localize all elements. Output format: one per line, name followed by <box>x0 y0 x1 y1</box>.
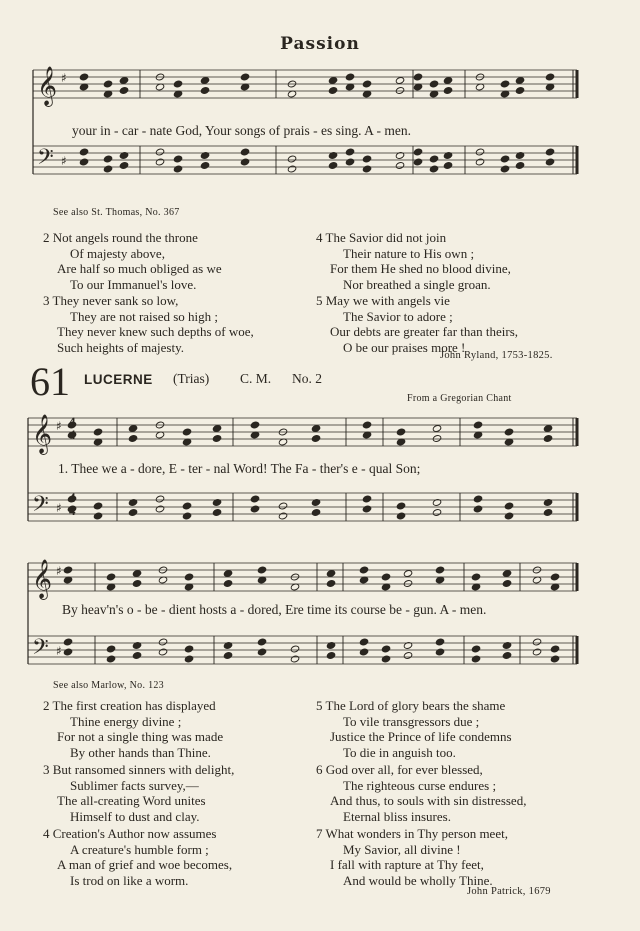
note-head <box>362 505 371 513</box>
time-signature: 4 <box>69 414 76 429</box>
note-head <box>106 645 115 653</box>
note-head <box>359 648 368 656</box>
hymn61-verse-2 <box>43 698 223 760</box>
verse-number: 5 <box>316 293 323 308</box>
bass-clef-icon: 𝄢 <box>32 492 49 522</box>
note-head <box>362 80 371 88</box>
tune-name: LUCERNE <box>84 372 153 387</box>
note-head <box>158 648 167 656</box>
tune-meter: C. M. <box>240 371 272 386</box>
verse-line: Himself to dust and clay. <box>70 808 200 824</box>
note-head <box>396 428 405 436</box>
note-head <box>475 148 484 156</box>
note-head <box>287 155 296 163</box>
verse-line: And would be wholly Thine. <box>343 872 493 888</box>
note-head <box>132 580 141 588</box>
note-head <box>359 638 368 646</box>
verse-line: Is trod on like a worm. <box>70 872 189 888</box>
note-head <box>381 655 390 663</box>
verse-line: They never sank so low, <box>52 293 179 308</box>
note-head <box>500 80 509 88</box>
verse-line: To vile transgressors due ; <box>343 713 480 729</box>
verse-number: 5 <box>316 698 323 713</box>
note-head <box>103 165 112 173</box>
hymn61-verse-4 <box>43 826 232 888</box>
note-head <box>240 158 249 166</box>
hymn60-verse-5 <box>316 293 518 355</box>
note-head <box>250 505 259 513</box>
note-head <box>132 570 141 578</box>
note-head <box>182 512 191 520</box>
note-head <box>328 77 337 85</box>
note-head <box>128 509 137 517</box>
note-head <box>500 165 509 173</box>
note-head <box>515 162 524 170</box>
verse-line: Sublimer facts survey,— <box>70 777 199 793</box>
note-head <box>103 155 112 163</box>
note-head <box>278 512 287 520</box>
verse-line: And thus, to souls with sin distressed, <box>330 793 527 808</box>
note-head <box>550 573 559 581</box>
verse-line: Are half so much obliged as we <box>57 261 222 276</box>
note-head <box>200 77 209 85</box>
note-head <box>290 655 299 663</box>
sharp-icon: ♯ <box>56 501 62 515</box>
note-head <box>432 435 441 443</box>
verse-number: 4 <box>316 230 323 245</box>
section-title: Passion <box>280 34 360 54</box>
note-head <box>290 645 299 653</box>
note-head <box>200 162 209 170</box>
note-head <box>79 73 88 81</box>
note-head <box>362 155 371 163</box>
note-head <box>502 652 511 660</box>
note-head <box>500 155 509 163</box>
note-head <box>119 77 128 85</box>
note-head <box>543 425 552 433</box>
note-head <box>473 421 482 429</box>
verse-number: 3 <box>43 762 50 777</box>
note-head <box>504 512 513 520</box>
note-head <box>550 645 559 653</box>
note-head <box>432 509 441 517</box>
time-signature: 4 <box>69 490 76 505</box>
note-head <box>328 87 337 95</box>
note-head <box>443 77 452 85</box>
treble-clef-icon: 𝄞 <box>32 414 53 454</box>
verse-line: The Lord of glory bears the shame <box>325 698 506 713</box>
note-head <box>257 566 266 574</box>
note-head <box>543 435 552 443</box>
note-head <box>381 645 390 653</box>
note-head <box>396 502 405 510</box>
note-head <box>328 162 337 170</box>
note-head <box>326 652 335 660</box>
note-head <box>473 505 482 513</box>
verse-line: Their nature to His own ; <box>343 245 475 261</box>
note-head <box>184 655 193 663</box>
note-head <box>362 495 371 503</box>
note-head <box>119 87 128 95</box>
tune-composer-note: (Trias) <box>173 371 210 386</box>
verse-line: The Savior to adore ; <box>343 308 453 324</box>
verse-line: The Savior did not join <box>325 230 447 245</box>
note-head <box>257 648 266 656</box>
note-head <box>362 421 371 429</box>
note-head <box>155 148 164 156</box>
note-head <box>79 148 88 156</box>
verse-number: 2 <box>43 698 50 713</box>
verse-line: O be our praises more ! <box>343 339 466 355</box>
note-head <box>200 87 209 95</box>
note-head <box>250 421 259 429</box>
note-head <box>471 645 480 653</box>
note-head <box>212 425 221 433</box>
verse-line: Eternal bliss insures. <box>343 808 451 824</box>
note-head <box>326 580 335 588</box>
note-head <box>429 80 438 88</box>
note-head <box>93 502 102 510</box>
note-head <box>550 655 559 663</box>
hymn61-see-also: See also Marlow, No. 123 <box>53 680 164 691</box>
verse-line: May we with angels vie <box>325 293 450 308</box>
note-head <box>212 435 221 443</box>
note-head <box>240 73 249 81</box>
note-head <box>345 158 354 166</box>
sharp-icon: ♯ <box>61 154 67 168</box>
note-head <box>184 645 193 653</box>
note-head <box>362 165 371 173</box>
note-head <box>155 505 164 513</box>
note-head <box>173 155 182 163</box>
note-head <box>345 148 354 156</box>
verse-line: Of majesty above, <box>70 245 165 261</box>
note-head <box>502 580 511 588</box>
note-head <box>63 638 72 646</box>
hymn60-lyric: your in - car - nate God, Your songs of prais - es sing. A - men. <box>72 123 411 138</box>
hymn60-verse-2 <box>43 230 222 292</box>
verse-line: God over all, for ever blessed, <box>325 762 483 777</box>
hymn61-verse-3 <box>43 762 234 824</box>
verse-number: 3 <box>43 293 50 308</box>
hymn61-lyric-line-1: 1. Thee we a - dore, E - ter - nal Word! The Fa - ther's e - qual Son; <box>58 461 421 476</box>
note-head <box>173 165 182 173</box>
note-head <box>413 148 422 156</box>
note-head <box>429 155 438 163</box>
note-head <box>182 428 191 436</box>
note-head <box>435 638 444 646</box>
note-head <box>395 87 404 95</box>
note-head <box>429 165 438 173</box>
verse-line: For them He shed no blood divine, <box>330 261 511 276</box>
note-head <box>173 80 182 88</box>
note-head <box>545 158 554 166</box>
verse-line: But ransomed sinners with delight, <box>52 762 235 777</box>
note-head <box>504 502 513 510</box>
note-head <box>403 570 412 578</box>
note-head <box>257 638 266 646</box>
note-head <box>381 573 390 581</box>
note-head <box>106 655 115 663</box>
note-head <box>287 165 296 173</box>
bass-clef-icon: 𝄢 <box>37 145 54 175</box>
note-head <box>475 158 484 166</box>
verse-line: My Savior, all divine ! <box>343 841 461 857</box>
verse-line: Not angels round the throne <box>52 230 198 245</box>
note-head <box>443 162 452 170</box>
treble-clef-icon: 𝄞 <box>32 559 53 599</box>
note-head <box>240 148 249 156</box>
note-head <box>93 428 102 436</box>
note-head <box>184 573 193 581</box>
note-head <box>311 435 320 443</box>
note-head <box>132 652 141 660</box>
verse-line: Justice the Prince of life condemns <box>330 729 512 744</box>
note-head <box>93 512 102 520</box>
verse-number: 4 <box>43 826 50 841</box>
hymn60-verse-4 <box>316 230 511 292</box>
note-head <box>250 495 259 503</box>
verse-line: Such heights of majesty. <box>57 339 184 355</box>
verse-line: By other hands than Thine. <box>70 744 211 760</box>
note-head <box>403 580 412 588</box>
bass-clef-icon: 𝄢 <box>32 635 49 665</box>
note-head <box>326 570 335 578</box>
note-head <box>212 509 221 517</box>
hymn60-see-also: See also St. Thomas, No. 367 <box>53 207 180 218</box>
note-head <box>413 158 422 166</box>
note-head <box>432 425 441 433</box>
treble-clef-icon: 𝄞 <box>37 66 58 106</box>
note-head <box>545 148 554 156</box>
note-head <box>278 502 287 510</box>
tune-number: No. 2 <box>292 371 322 386</box>
note-head <box>502 570 511 578</box>
note-head <box>63 566 72 574</box>
note-head <box>471 573 480 581</box>
note-head <box>435 566 444 574</box>
verse-line: A man of grief and woe becomes, <box>57 857 233 872</box>
verse-line: For not a single thing was made <box>57 729 224 744</box>
verse-line: Our debts are greater far than theirs, <box>330 324 519 339</box>
note-head <box>103 80 112 88</box>
verse-line: Creation's Author now assumes <box>52 826 217 841</box>
verse-line: Thine energy divine ; <box>70 713 182 729</box>
note-head <box>223 580 232 588</box>
hymn61-verse-6 <box>316 762 526 824</box>
verse-line: What wonders in Thy person meet, <box>325 826 508 841</box>
sharp-icon: ♯ <box>61 71 67 85</box>
note-head <box>504 428 513 436</box>
note-head <box>543 509 552 517</box>
note-head <box>63 648 72 656</box>
note-head <box>311 509 320 517</box>
note-head <box>106 573 115 581</box>
verse-number: 2 <box>43 230 50 245</box>
hymn61-verse-7 <box>316 826 508 888</box>
tune-source: From a Gregorian Chant <box>407 393 512 404</box>
hymn61-verse-5 <box>316 698 512 760</box>
verse-line: The first creation has displayed <box>52 698 216 713</box>
hymn-number: 61 <box>30 359 70 404</box>
note-head <box>532 648 541 656</box>
note-head <box>311 425 320 433</box>
verse-line: They are not raised so high ; <box>70 308 219 324</box>
verse-line: I fall with rapture at Thy feet, <box>330 857 484 872</box>
hymn60-author: John Ryland, 1753-1825. <box>440 350 553 361</box>
note-head <box>128 425 137 433</box>
verse-line: They never knew such depths of woe, <box>57 324 254 339</box>
note-head <box>515 87 524 95</box>
note-head <box>403 652 412 660</box>
note-head <box>443 87 452 95</box>
note-head <box>345 73 354 81</box>
hymn61-lyric-line-2: By heav'n's o - be - dient hosts a - dored, Ere time its course be - gun. A - men. <box>62 602 487 617</box>
note-head <box>413 73 422 81</box>
note-head <box>471 655 480 663</box>
note-head <box>545 73 554 81</box>
verse-line: A creature's humble form ; <box>70 841 209 857</box>
sharp-icon: ♯ <box>56 419 62 433</box>
note-head <box>359 566 368 574</box>
verse-number: 7 <box>316 826 323 841</box>
note-head <box>515 77 524 85</box>
hymn60-verse-3 <box>43 293 254 355</box>
note-head <box>79 158 88 166</box>
note-head <box>119 162 128 170</box>
time-signature: 4 <box>69 503 76 518</box>
note-head <box>158 638 167 646</box>
verse-number: 6 <box>316 762 323 777</box>
verse-line: To die in anguish too. <box>343 744 456 760</box>
note-head <box>155 158 164 166</box>
note-head <box>182 502 191 510</box>
sharp-icon: ♯ <box>56 564 62 578</box>
hymn61-author: John Patrick, 1679 <box>467 886 551 897</box>
note-head <box>532 638 541 646</box>
note-head <box>473 495 482 503</box>
note-head <box>396 512 405 520</box>
verse-line: The righteous curse endures ; <box>343 777 497 793</box>
note-head <box>395 162 404 170</box>
verse-line: Nor breathed a single groan. <box>343 276 491 292</box>
time-signature: 4 <box>69 427 76 442</box>
note-head <box>223 570 232 578</box>
note-head <box>155 495 164 503</box>
note-head <box>128 435 137 443</box>
sharp-icon: ♯ <box>56 644 62 658</box>
verse-line: The all-creating Word unites <box>57 793 206 808</box>
verse-line: To our Immanuel's love. <box>70 276 197 292</box>
note-head <box>395 77 404 85</box>
note-head <box>223 652 232 660</box>
note-head <box>435 648 444 656</box>
